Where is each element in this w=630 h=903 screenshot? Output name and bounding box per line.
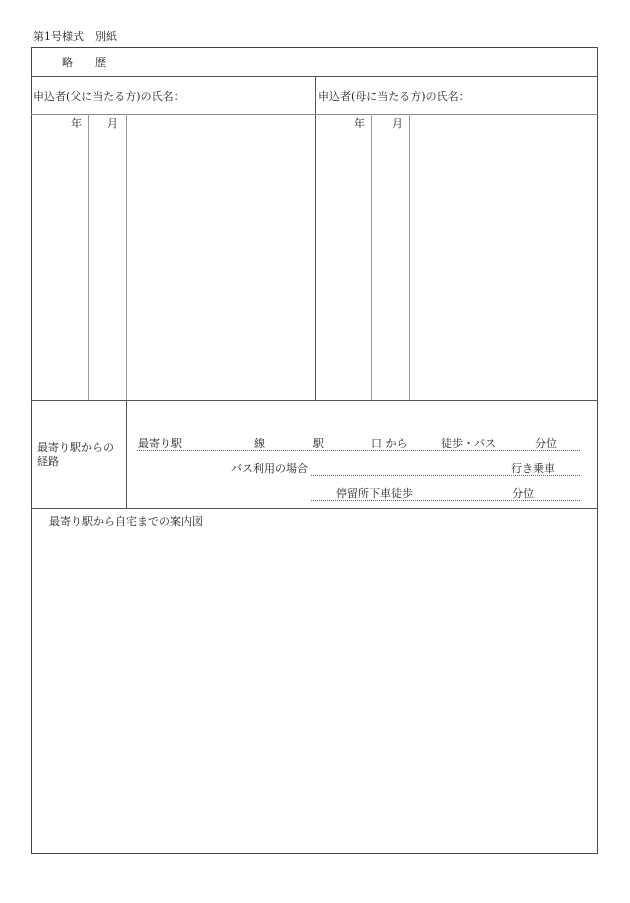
map-label: 最寄り駅から自宅までの案内図: [49, 515, 203, 528]
bus-case-label: バス利用の場合: [231, 462, 308, 475]
route-dotted-line-2: [311, 475, 580, 476]
route-dotted-line-1: [137, 450, 580, 451]
boarding-label: 行き乗車: [511, 462, 555, 475]
form-number: 第1号様式 別紙: [33, 30, 117, 43]
col-month-left: [126, 114, 127, 400]
alight-walk-label: 停留所下車徒歩: [336, 487, 413, 500]
divider-center: [315, 76, 316, 400]
resume-title: 略 歴: [62, 56, 106, 69]
month-label-right: 月: [392, 117, 403, 130]
divider-history: [31, 400, 598, 401]
month-label-left: 月: [107, 117, 118, 130]
nearest-station-label: 最寄り駅: [138, 437, 182, 450]
line-label: 線: [254, 437, 265, 450]
minutes-label: 分位: [535, 437, 557, 450]
applicant-mother-label: 申込者(母に当たる方)の氏名：: [318, 90, 470, 103]
year-label-left: 年: [71, 117, 82, 130]
col-route-label: [126, 400, 127, 508]
exit-from-label: 口 から: [371, 437, 408, 450]
divider-names: [31, 114, 598, 115]
col-month-right: [409, 114, 410, 400]
station-label: 駅: [313, 437, 324, 450]
route-dotted-line-3: [311, 500, 580, 501]
route-label-line2: 経路: [37, 455, 59, 468]
col-year-right: [371, 114, 372, 400]
minutes-label-2: 分位: [512, 487, 534, 500]
year-label-right: 年: [354, 117, 365, 130]
walk-bus-label: 徒歩・バス: [441, 437, 496, 450]
applicant-father-label: 申込者(父に当たる方)の氏名：: [33, 90, 185, 103]
divider-route: [31, 508, 598, 509]
col-year-left: [88, 114, 89, 400]
route-label-line1: 最寄り駅からの: [37, 441, 114, 454]
